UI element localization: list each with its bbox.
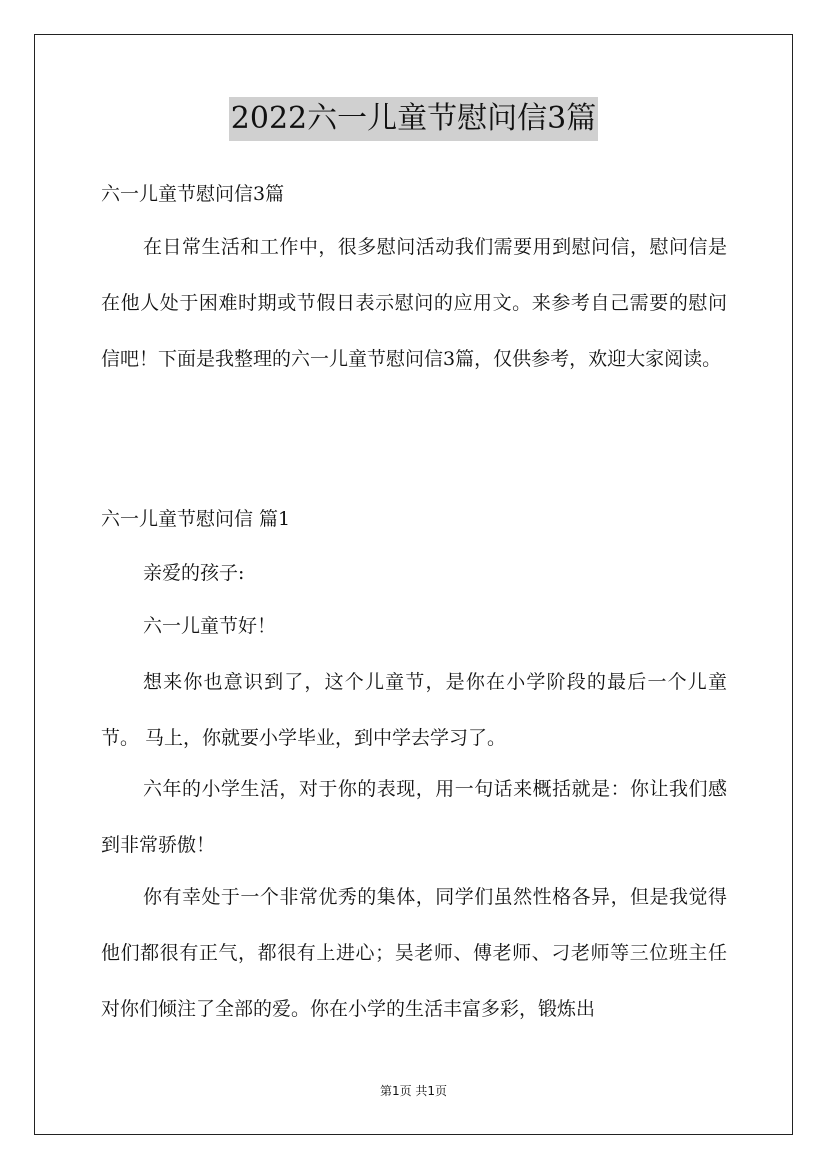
- greeting: 亲爱的孩子:: [143, 562, 245, 584]
- title-container: [0, 97, 827, 141]
- intro-paragraph: 在日常生活和工作中，很多慰问活动我们需要用到慰问信，慰问信是在他人处于困难时期或节假日表示慰问的应用文。来参考自己需要的慰问信吧！下面是我整理的六一儿童节慰问信3篇，仅供参考，欢迎大家阅读。: [101, 236, 727, 370]
- page-footer: 第1页 共1页: [379, 1084, 448, 1098]
- section-heading: 六一儿童节慰问信 篇1: [101, 508, 291, 530]
- document-title: 2022六一儿童节慰问信3篇: [229, 97, 598, 141]
- paragraph-3: 你有幸处于一个非常优秀的集体，同学们虽然性格各异，但是我觉得他们都很有正气，都很有上进心；吴老师、傅老师、刁老师等三位班主任对你们倾注了全部的爱。你在小学的生活丰富多彩，锻炼出: [101, 886, 727, 1020]
- paragraph-1: 想来你也意识到了，这个儿童节，是你在小学阶段的最后一个儿童节。 马上，你就要小学毕业，到中学去学习了。: [101, 671, 727, 749]
- holiday-wish: 六一儿童节好！: [143, 615, 277, 637]
- paragraph-2: 六年的小学生活，对于你的表现，用一句话来概括就是：你让我们感到非常骄傲！: [101, 778, 727, 856]
- subtitle: 六一儿童节慰问信3篇: [101, 183, 285, 205]
